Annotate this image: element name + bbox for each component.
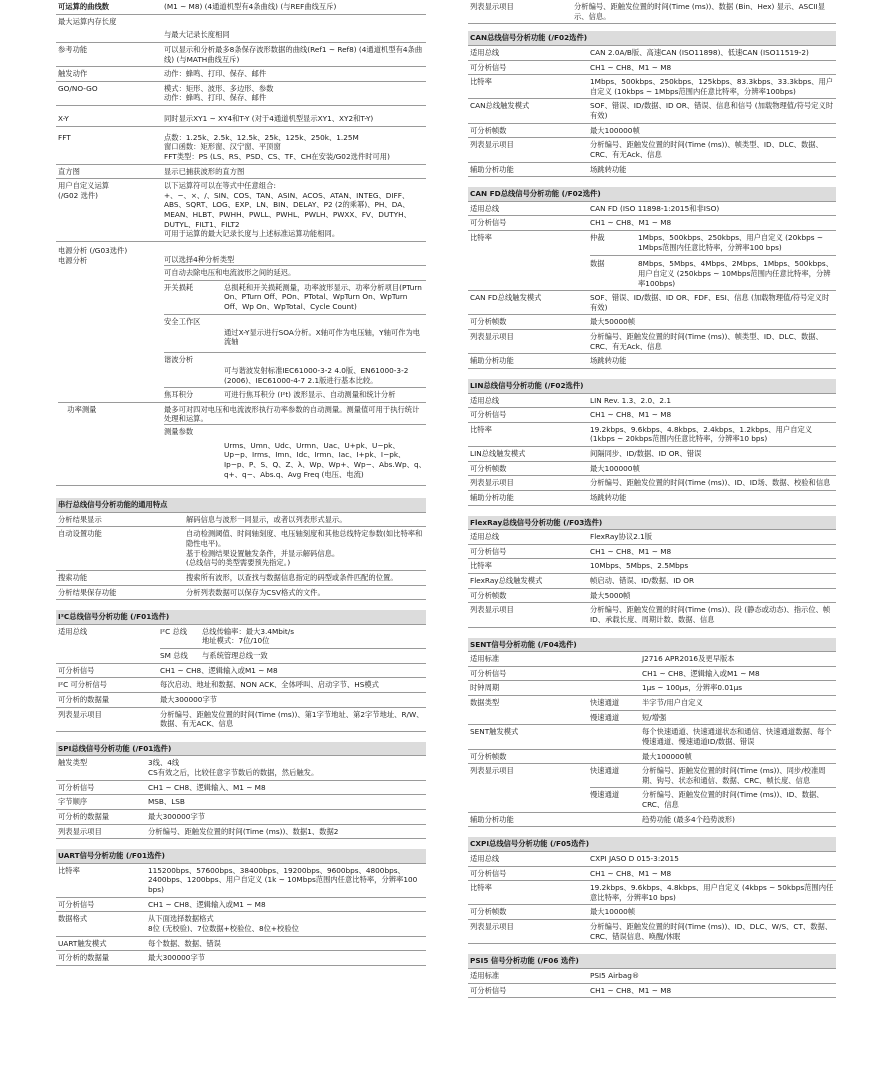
spec-value: 最大100000帧 — [642, 751, 692, 761]
spec-value: J2716 APR2016及更早版本 — [642, 654, 735, 664]
spec-label: 可分析帧数 — [470, 907, 507, 917]
power-sub-row — [164, 387, 426, 402]
spec-label: 比特率 — [470, 883, 492, 893]
spec-label: 可分析帧数 — [470, 751, 507, 761]
power-sub-row — [164, 352, 426, 387]
spec-row — [468, 984, 836, 999]
spec-value: 帧启动、错误、ID/数据、ID OR — [590, 576, 695, 585]
spec-row — [56, 0, 426, 15]
spec-row — [56, 693, 426, 708]
spec-row — [468, 852, 836, 867]
spec-label: 适用总线 — [470, 853, 500, 863]
spec-value: 分析编号、距触发位置的时间(Time (ms))、ID、ID场、数据、校验和信息 — [590, 478, 831, 488]
spec-row — [468, 46, 836, 61]
spec-row — [468, 725, 836, 749]
channel-value: 半字节/用户自定义 — [642, 698, 703, 707]
spec-value: PSI5 Airbag® — [590, 970, 640, 980]
spec-row — [468, 764, 836, 813]
rate-value: 1Mbps、500kbps、250kbps、用户自定义 (20kbps ~ 1Mbps范围内任意比特率，分辨率100 bps) — [638, 233, 823, 252]
spec-row — [468, 330, 836, 354]
spec-value: CH1 ~ CH8、逻辑输入或M1 ~ M8 — [642, 668, 760, 678]
power-measure-value: 最多可对四对电压和电流波形执行功率参数的自动测量。测量值可用于执行统计处理和运算。 — [164, 404, 420, 424]
spec-value: 模式：矩形、波形、多边形、参数 动作：蜂鸣、打印、保存、邮件 — [164, 83, 274, 103]
spec-row — [56, 912, 426, 936]
spec-value: 解码信息与波形一同显示，或者以列表形式显示。 — [186, 514, 347, 524]
power-sub-label: 开关损耗 — [164, 282, 194, 292]
spec-label: 适用总线 — [470, 532, 500, 542]
spec-label: 比特率 — [58, 865, 80, 875]
spec-label: 适用标准 — [470, 970, 500, 980]
spec-label: 可分析帧数 — [470, 317, 507, 327]
spec-value: 分析编号、距触发位置的时间(Time (ms))、第1字节地址、第2字节地址、R/W、数据、有无ACK、信息 — [160, 709, 424, 729]
spec-value: 搜索所有波形，以查找与数据信息指定的码型或条件匹配的位置。 — [186, 572, 398, 582]
spec-row — [468, 905, 836, 920]
spec-value: CAN 2.0A/B版、高速CAN (ISO11898)、低速CAN (ISO11519-2) — [590, 47, 809, 57]
spec-row — [56, 106, 426, 127]
spec-value: 场跳转功能 — [590, 356, 627, 366]
right-column — [468, 0, 836, 998]
section-title: CAN FD总线信号分析功能 (/F02选件) — [468, 187, 836, 202]
spec-row — [468, 99, 836, 123]
spec-value: 分析编号、距触发位置的时间(Time (ms))、帧类型、ID、DLC、数据、CRC、有无Ack、信息 — [590, 140, 823, 159]
spec-label: GO/NO-GO — [58, 83, 98, 93]
spec-row — [56, 810, 426, 825]
channel-name: 快速通道 — [590, 766, 620, 776]
spec-label: 适用总线 — [470, 395, 500, 405]
spec-row — [468, 315, 836, 330]
spec-row — [468, 545, 836, 560]
section-title: LIN总线信号分析功能 (/F02选件) — [468, 379, 836, 394]
rate-value: 8Mbps、5Mbps、4Mbps、2Mbps、1Mbps、500kbps、用户自定义 (250kbps ~ 10Mbps范围内任意比特率，分辨率100bps) — [638, 259, 834, 288]
bus-value: 总线传输率：最大3.4Mbit/s 地址模式：7位/10位 — [202, 626, 295, 646]
spec-row — [56, 67, 426, 82]
spec-value: 3线、4线 CS有效之后，比较任意字节数后的数据，然后触发。 — [148, 758, 319, 777]
spec-label: 列表显示项目 — [58, 826, 102, 836]
spec-row — [56, 864, 426, 898]
spec-value: CAN FD (ISO 11898-1:2015和非ISO) — [590, 203, 720, 213]
spec-value: 115200bps、57600bps、38400bps、19200bps、9600bps、4800bps、2400bps、1200bps、用户自定义 (1k ~ 10Mbps范围内任意比特率，分辨率100 bps) — [148, 865, 418, 894]
rate-name: 数据 — [590, 259, 605, 269]
spec-row — [56, 825, 426, 840]
spec-row — [468, 603, 836, 627]
spec-row — [468, 394, 836, 409]
spec-row — [56, 15, 426, 43]
spec-row — [56, 571, 426, 586]
spec-row — [56, 625, 426, 664]
spec-label: 可分析信号 — [470, 668, 507, 678]
spec-value: 最大100000帧 — [590, 125, 640, 135]
spec-row — [468, 750, 836, 765]
spec-label: SENT触发模式 — [470, 727, 519, 737]
spec-label: 可运算的曲线数 — [58, 2, 110, 11]
spec-label: 列表显示项目 — [470, 332, 514, 341]
spec-row — [56, 43, 426, 67]
spec-value: 显示已捕获波形的直方图 — [164, 166, 245, 176]
spec-row — [56, 527, 426, 571]
spec-label: 适用总线 — [470, 47, 500, 57]
spec-label: X-Y — [58, 114, 69, 123]
power-sub-label: 谐波分析 — [164, 354, 194, 364]
spec-row — [468, 559, 836, 574]
spec-row — [56, 898, 426, 913]
spec-value: 每次启动、地址和数据、NON ACK、全体呼叫、启动字节、HS模式 — [160, 680, 379, 690]
spec-row — [56, 708, 426, 732]
spec-label: 列表显示项目 — [470, 478, 514, 488]
spec-row — [468, 291, 836, 315]
spec-row — [56, 165, 426, 180]
spec-label: 辅助分析功能 — [470, 814, 514, 824]
bus-name: I²C 总线 — [160, 626, 188, 636]
section-title: SPI总线信号分析功能 (/F01选件) — [56, 742, 426, 757]
spec-value: CXPI JASO D 015-3:2015 — [590, 853, 679, 863]
spec-value: 19.2kbps、9.6kbps、4.8kbps、用户自定义 (4kbps ~ 50kbps范围内任意比特率，分辨率10 bps) — [590, 883, 834, 902]
spec-value: 与最大记录长度相同 — [164, 30, 230, 40]
spec-row — [56, 678, 426, 693]
spec-label: 列表显示项目 — [470, 2, 514, 11]
channel-value: 分析编号、距触发位置的时间(Time (ms))、同步/校准周期、钩号、状态和通信、数据、CRC、帧长度、信息 — [642, 766, 826, 785]
spec-label: 可分析帧数 — [470, 590, 507, 600]
spec-label: I²C 可分析信号 — [58, 680, 107, 690]
left-column — [56, 0, 426, 966]
power-sub-label: 焦耳积分 — [164, 390, 194, 400]
spec-value: 最大300000字节 — [148, 811, 206, 821]
spec-label: 比特率 — [470, 77, 492, 87]
spec-value: 最大10000帧 — [590, 907, 636, 917]
spec-row — [468, 231, 836, 291]
spec-label: 可分析信号 — [470, 410, 507, 420]
spec-value: 最大300000字节 — [160, 694, 218, 704]
spec-value: 可以显示和分析最多8条保存波形数据的曲线(Ref1 ~ Ref8) (4通道机型有4条曲线) (与MATH曲线互斥) — [164, 44, 423, 64]
spec-value: 场跳转功能 — [590, 164, 627, 174]
spec-row — [56, 586, 426, 601]
spec-value: 每个快速通道、快速通道状态和通信、快速通道数据、每个慢速通道、慢速通道ID/数据、错误 — [642, 727, 832, 746]
spec-row — [468, 61, 836, 76]
spec-row — [468, 589, 836, 604]
spec-label: CAN总线触发模式 — [470, 101, 530, 111]
spec-value: 分析编号、距触发位置的时间(Time (ms))、段 (静态或动态)、指示位、帧ID、承载长度、周期计数、数据、信息 — [590, 605, 831, 624]
spec-row — [468, 530, 836, 545]
channel-name: 慢速通道 — [590, 790, 620, 800]
bus-value: 与系统管理总线一致 — [202, 651, 268, 660]
power-sub-row — [164, 281, 426, 314]
section-title: SENT信号分析功能 (/F04选件) — [468, 638, 836, 653]
spec-row — [56, 179, 426, 242]
spec-row — [468, 667, 836, 682]
spec-label: 时钟周期 — [470, 683, 500, 693]
spec-row — [468, 574, 836, 589]
spec-row — [468, 447, 836, 462]
spec-label: 可分析的数据量 — [58, 811, 110, 821]
spec-value: 分析列表数据可以保存为CSV格式的文件。 — [186, 587, 325, 597]
spec-row — [56, 513, 426, 528]
spec-label: 列表显示项目 — [470, 766, 514, 776]
spec-row — [468, 408, 836, 423]
spec-label: 触发类型 — [58, 758, 88, 768]
spec-label: 比特率 — [470, 233, 492, 242]
spec-value: 1μs ~ 100μs，分辨率0.01μs — [642, 683, 743, 693]
power-sub-value: 可与谐波发射标准IEC61000-3-2 4.0版、EN61000-3-2 (2006)、IEC61000-4-7 2.1版进行基本比较。 — [224, 365, 409, 385]
section-title: PSI5 信号分析功能 (/F06 选件) — [468, 954, 836, 969]
spec-label: 列表显示项目 — [470, 605, 514, 615]
spec-label: 可分析信号 — [58, 782, 95, 792]
spec-value: FlexRay协议2.1版 — [590, 532, 653, 542]
spec-value: CH1 ~ CH8、M1 ~ M8 — [590, 218, 672, 228]
spec-label: 辅助分析功能 — [470, 356, 514, 366]
spec-label: 可分析信号 — [470, 868, 507, 878]
spec-row — [56, 937, 426, 952]
section-title: CAN总线信号分析功能 (/F02选件) — [468, 31, 836, 46]
power-analysis-block — [56, 242, 426, 486]
spec-value: SOF、错误、ID/数据、ID OR、FDF、ESI、信息 (加载物理值/符号定义时有效) — [590, 293, 830, 312]
spec-label: 用户自定义运算 (/G02 选件) — [58, 181, 110, 200]
spec-value: 趋势功能 (最多4个趋势波形) — [642, 814, 735, 824]
spec-row — [468, 0, 836, 24]
spec-label: 可分析帧数 — [470, 463, 507, 473]
spec-value: 最大100000帧 — [590, 463, 640, 473]
rate-name: 仲裁 — [590, 233, 605, 242]
channel-value: 短/增强 — [642, 712, 667, 722]
power-sub-label: 安全工作区 — [164, 316, 201, 326]
power-sub-row — [164, 314, 426, 352]
spec-label: 可分析帧数 — [470, 125, 507, 135]
spec-row — [468, 969, 836, 984]
power-sub-value: 通过X-Y显示进行SOA分析。X轴可作为电压轴，Y轴可作为电流轴 — [224, 327, 421, 347]
spec-label: 列表显示项目 — [470, 922, 514, 931]
spec-label: LIN总线触发模式 — [470, 449, 526, 458]
spec-label: FFT — [58, 132, 71, 142]
spec-value: 最大300000字节 — [148, 953, 206, 963]
spec-label: 适用总线 — [470, 203, 500, 213]
spec-label: 分析结果保存功能 — [58, 587, 117, 597]
param-value: Urms、Umn、Udc、Urmn、Uac、U+pk、U−pk、Up−p、Irms、Imn、Idc、Irmn、Iac、I+pk、I−pk、Ip−p、P、S、Q、Z、λ、Wp、Wp+、Wp−、Abs.Wp、q、q+、q−、Abs.q、Avg Freq (电压、电流) — [224, 440, 426, 479]
spec-label: 可分析信号 — [470, 218, 507, 228]
spec-row — [468, 681, 836, 696]
spec-label: 列表显示项目 — [58, 709, 102, 719]
spec-value: MSB、LSB — [148, 797, 185, 807]
power-analysis-label: 电源分析 (/G03选件) 电源分析 — [58, 245, 128, 265]
spec-label: 可分析的数据量 — [58, 953, 110, 963]
spec-row — [468, 423, 836, 447]
spec-row — [56, 756, 426, 780]
spec-label: 数据类型 — [470, 698, 500, 707]
spec-value: 间隔同步、ID/数据、ID OR、错误 — [590, 449, 702, 458]
spec-label: FlexRay总线触发模式 — [470, 576, 543, 585]
spec-value: CH1 ~ CH8、M1 ~ M8 — [590, 410, 672, 420]
spec-row — [468, 920, 836, 944]
spec-value: SOF、错误、ID/数据、ID OR、错误、信息和信号 (加载物理值/符号定义时有效) — [590, 101, 834, 120]
spec-value: 分析编号、距触发位置的时间(Time (ms))、帧类型、ID、DLC、数据、CRC、有无Ack、信息 — [590, 332, 823, 351]
spec-value: 最大5000帧 — [590, 590, 631, 600]
spec-row — [56, 951, 426, 966]
spec-label: 适用标准 — [470, 654, 500, 664]
section-title: UART信号分析功能 (/F01选件) — [56, 849, 426, 864]
power-sub-value: 总损耗和开关损耗测量，功率波形显示、功率分析项目(PTurn On、PTurn Off、POn、PTotal、WpTurn On、WpTurn Off、Wp On、WpTotal、Cycle Count) — [224, 282, 422, 311]
section-title: FlexRay总线信号分析功能 (/F03选件) — [468, 516, 836, 531]
spec-row — [56, 795, 426, 810]
spec-row — [468, 696, 836, 725]
spec-label: UART触发模式 — [58, 938, 107, 948]
spec-value: CH1 ~ CH8、逻辑输入或M1 ~ M8 — [160, 665, 278, 675]
spec-row — [468, 813, 836, 828]
bus-name: SM 总线 — [160, 651, 188, 660]
channel-name: 快速通道 — [590, 698, 620, 707]
spec-label: 数据格式 — [58, 914, 88, 924]
spec-value: 10Mbps、5Mbps、2.5Mbps — [590, 561, 689, 571]
spec-value: 分析编号、距触发位置的时间(Time (ms))、数据1、数据2 — [148, 826, 339, 836]
spec-value: 点数：1.25k、2.5k、12.5k、25k、125k、250k、1.25M 窗口函数：矩形窗、汉宁窗、平顶窗 FFT类型：PS (LS、RS、PSD、CS、TF、CH在安装/G02选件时可用) — [164, 132, 390, 161]
spec-value: CH1 ~ CH8、逻辑输入、M1 ~ M8 — [148, 782, 266, 792]
spec-label: 适用总线 — [58, 626, 88, 636]
spec-value: 最大50000帧 — [590, 317, 636, 327]
spec-row — [468, 138, 836, 162]
spec-value: (M1 ~ M8) (4通道机型有4条曲线) (与REF曲线互斥) — [164, 2, 337, 11]
spec-label: 搜索功能 — [58, 572, 88, 582]
spec-label: 自动设置功能 — [58, 529, 102, 539]
spec-label: 可分析的数据量 — [58, 694, 110, 704]
spec-value: CH1 ~ CH8、逻辑输入或M1 ~ M8 — [148, 899, 266, 909]
power-measure-label: 功率测量 — [58, 404, 97, 414]
spec-value: 以下运算符可以在等式中任意组合: +、−、×、/、SIN、COS、TAN、ASIN、ACOS、ATAN、INTEG、DIFF、ABS、SQRT、LOG、EXP、LN、BIN、DELAY、P2 (2的乘幂)、PH、DA、MEAN、HLBT、PWHH、PWLL、PWHL、PWLH、PWXX、FV、DUTYH、DUTYL、FILT1、FILT2 可用于运算的最大记录长度与上述标准运算功能相同。 — [164, 181, 411, 239]
spec-label: 可分析信号 — [58, 665, 95, 675]
spec-value: CH1 ~ CH8、M1 ~ M8 — [590, 868, 672, 878]
spec-value: 动作：蜂鸣、打印、保存、邮件 — [164, 69, 267, 79]
spec-label: CAN FD总线触发模式 — [470, 293, 542, 303]
power-sub-value: 可进行焦耳积分 (I²t) 波形显示、自动测量和统计分析 — [224, 390, 396, 400]
spec-value: 自动检测阈值、时间轴刻度、电压轴刻度和其他总线特定参数(如比特率和隐性电平)。 基于检测结果设置触发条件，并显示解码信息。 (总线信号的类型需要预先指定。) — [186, 529, 423, 568]
spec-row — [468, 881, 836, 905]
spec-row — [56, 82, 426, 106]
spec-value: 分析编号、距触发位置的时间(Time (ms))、ID、DLC、W/S、CT、数据、CRC、错误信息、唤醒/休眠 — [590, 922, 833, 941]
spec-label: 辅助分析功能 — [470, 164, 514, 174]
spec-row — [56, 127, 426, 165]
spec-value: 1Mbps、500kbps、250kbps、125kbps、83.3kbps、33.3kbps、用户自定义 (10kbps ~ 1Mbps范围内任意比特率，分辨率100bps) — [590, 77, 834, 96]
spec-value: 每个数据、数据、错误 — [148, 938, 221, 948]
spec-row — [468, 163, 836, 178]
spec-value: 场跳转功能 — [590, 492, 627, 502]
section-title: 串行总线信号分析功能的通用特点 — [56, 498, 426, 513]
spec-label: 比特率 — [470, 561, 492, 571]
spec-row — [56, 781, 426, 796]
spec-value: 同时显示XY1 ~ XY4和T-Y (对于4通道机型显示XY1、XY2和T-Y) — [164, 114, 374, 123]
spec-row — [468, 867, 836, 882]
spec-row — [56, 664, 426, 679]
spec-label: 可分析信号 — [470, 546, 507, 556]
section-title: I²C总线信号分析功能 (/F01选件) — [56, 610, 426, 625]
spec-label: 比特率 — [470, 424, 492, 434]
channel-value: 分析编号、距触发位置的时间(Time (ms))、ID、数据、CRC、信息 — [642, 790, 824, 809]
spec-label: 可分析信号 — [470, 985, 507, 995]
spec-value: CH1 ~ CH8、M1 ~ M8 — [590, 546, 672, 556]
section-title: CXPI总线信号分析功能 (/F05选件) — [468, 837, 836, 852]
spec-label: 分析结果显示 — [58, 514, 102, 524]
param-label: 测量参数 — [164, 427, 194, 436]
spec-value: 从下面选择数据格式 8位 (无校验)、7位数据+校验位、8位+校验位 — [148, 914, 299, 933]
spec-value: LIN Rev. 1.3、2.0、2.1 — [590, 395, 672, 405]
spec-row — [468, 462, 836, 477]
spec-value: 分析编号、距触发位置的时间(Time (ms))、数据 (Bin、Hex) 显示、ASCII显示、信息。 — [574, 2, 825, 21]
channel-name: 慢速通道 — [590, 712, 620, 722]
spec-row — [468, 124, 836, 139]
spec-label: 字节顺序 — [58, 797, 88, 807]
spec-label: 参考功能 — [58, 44, 88, 54]
power-intro-2: 可自动去除电压和电流波形之间的延迟。 — [164, 265, 426, 280]
spec-label: 可分析信号 — [470, 62, 507, 72]
spec-row — [468, 491, 836, 506]
spec-row — [468, 75, 836, 99]
spec-label: 最大运算内存长度 — [58, 16, 117, 26]
spec-row — [468, 476, 836, 491]
spec-label: 列表显示项目 — [470, 140, 514, 150]
power-intro: 可以选择4种分析类型 — [164, 254, 235, 264]
spec-row — [468, 652, 836, 667]
spec-row — [468, 202, 836, 217]
spec-value: 19.2kbps、9.6kbps、4.8kbps、2.4kbps、1.2kbps、用户自定义 (1kbps ~ 20kbps范围内任意比特率，分辨率10 bps) — [590, 424, 813, 444]
spec-label: 可分析信号 — [58, 899, 95, 909]
spec-value: CH1 ~ CH8、M1 ~ M8 — [590, 62, 672, 72]
spec-label: 触发动作 — [58, 69, 88, 79]
spec-label: 辅助分析功能 — [470, 492, 514, 502]
spec-value: CH1 ~ CH8、M1 ~ M8 — [590, 985, 672, 995]
spec-label: 直方图 — [58, 166, 80, 176]
spec-row — [468, 216, 836, 231]
spec-row — [468, 354, 836, 369]
